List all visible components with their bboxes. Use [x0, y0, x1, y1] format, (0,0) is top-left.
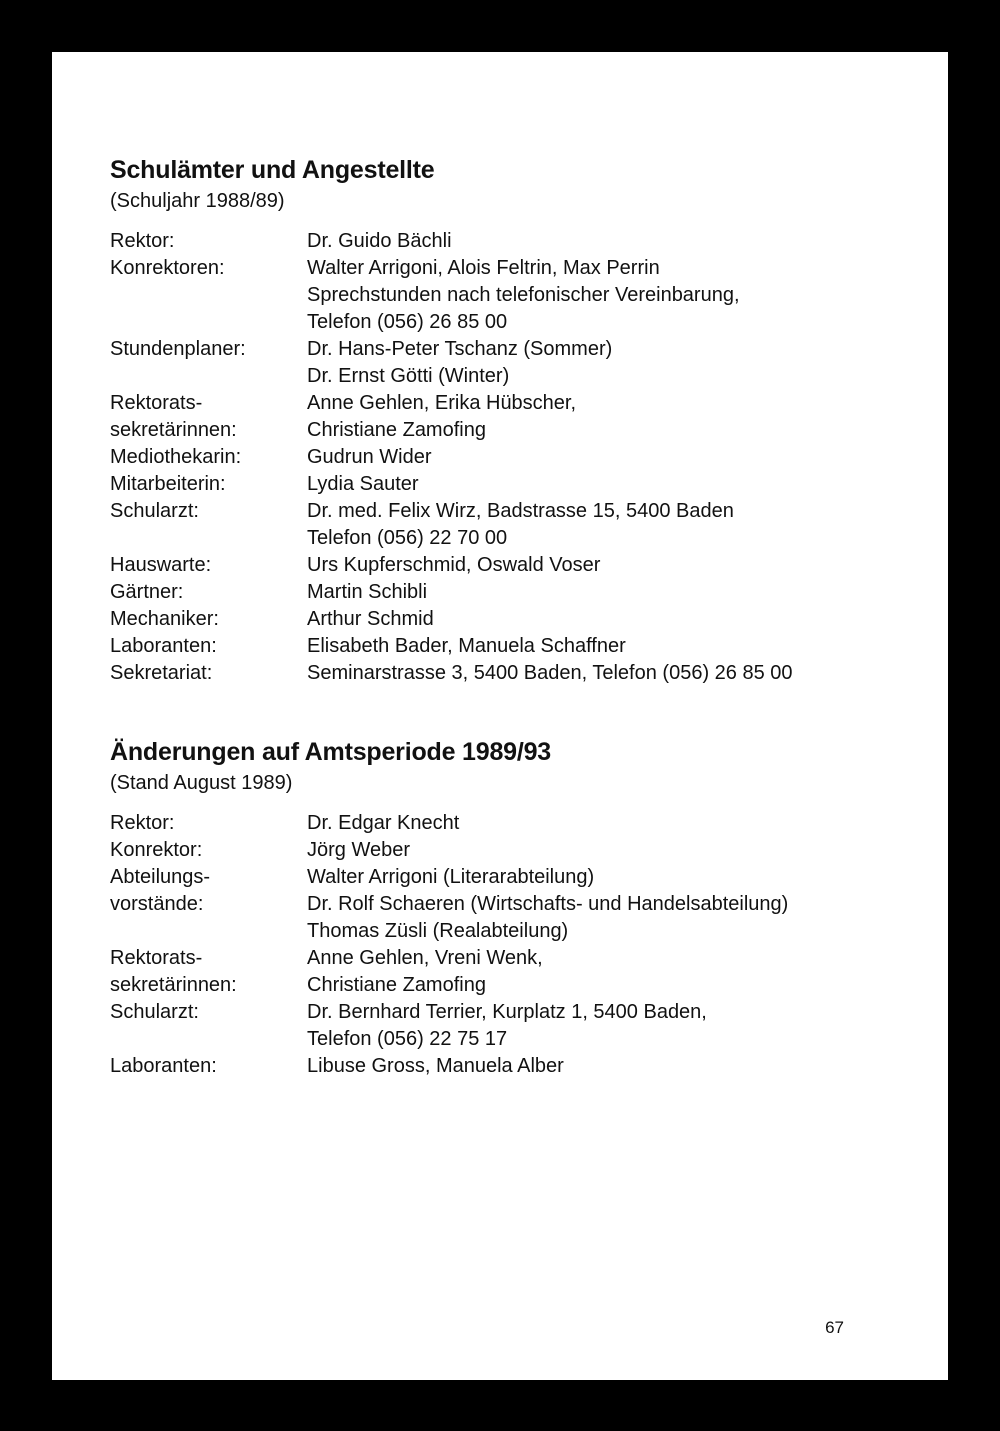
- row-value: Dr. Ernst Götti (Winter): [307, 365, 510, 387]
- row-value: Christiane Zamofing: [307, 419, 486, 441]
- row-label: [110, 525, 307, 552]
- list-item: [110, 999, 788, 1026]
- row-label: Konrektor:: [110, 839, 203, 861]
- row-label: Hauswarte:: [110, 554, 212, 576]
- row-value: Walter Arrigoni (Literarabteilung): [307, 866, 595, 888]
- page-number: 67: [825, 1318, 844, 1337]
- row-value: Telefon (056) 22 75 17: [307, 1028, 508, 1050]
- list-item: [110, 918, 788, 945]
- section-changes: [110, 736, 788, 1080]
- list-item: [110, 579, 793, 606]
- row-label: Mediothekarin:: [110, 446, 242, 468]
- row-label: sekretärinnen:: [110, 974, 237, 996]
- row-value: Urs Kupferschmid, Oswald Voser: [307, 554, 601, 576]
- list-item: [110, 390, 793, 417]
- row-value: Arthur Schmid: [307, 608, 434, 630]
- row-label: sekretärinnen:: [110, 419, 237, 441]
- list-item: [110, 606, 793, 633]
- row-label: Laboranten:: [110, 635, 217, 657]
- section-title: Änderungen auf Amtsperiode 1989/93: [110, 738, 552, 766]
- list-item: [110, 336, 793, 363]
- row-label: [110, 309, 307, 336]
- row-label: Laboranten:: [110, 1055, 217, 1077]
- section-subtitle: (Stand August 1989): [110, 772, 293, 794]
- row-label: Rektor:: [110, 812, 175, 834]
- list-item: [110, 945, 788, 972]
- staff-list: [110, 228, 793, 687]
- list-item: [110, 363, 793, 390]
- row-value: Libuse Gross, Manuela Alber: [307, 1055, 564, 1077]
- row-label: Stundenplaner:: [110, 338, 246, 360]
- list-item: [110, 525, 793, 552]
- list-item: [110, 1053, 788, 1080]
- list-item: [110, 1026, 788, 1053]
- row-value: Anne Gehlen, Vreni Wenk,: [307, 947, 543, 969]
- row-value: Christiane Zamofing: [307, 974, 486, 996]
- row-value: Gudrun Wider: [307, 446, 432, 468]
- row-label: [110, 1026, 307, 1053]
- row-value: Telefon (056) 26 85 00: [307, 311, 508, 333]
- row-value: Walter Arrigoni, Alois Feltrin, Max Perrin: [307, 257, 660, 279]
- row-value: Anne Gehlen, Erika Hübscher,: [307, 392, 577, 414]
- row-value: Seminarstrasse 3, 5400 Baden, Telefon (056) 26 85 00: [307, 662, 793, 684]
- row-label: Gärtner:: [110, 581, 184, 603]
- list-item: [110, 837, 788, 864]
- row-value: Martin Schibli: [307, 581, 428, 603]
- row-value: Sprechstunden nach telefonischer Vereinbarung,: [307, 284, 740, 306]
- row-value: Jörg Weber: [307, 839, 411, 861]
- staff-list: [110, 810, 788, 1080]
- row-label: [110, 282, 307, 309]
- row-label: Schularzt:: [110, 500, 199, 522]
- list-item: [110, 864, 788, 891]
- section-title: Schulämter und Angestellte: [110, 156, 435, 184]
- row-label: Mechaniker:: [110, 608, 219, 630]
- row-value: Dr. med. Felix Wirz, Badstrasse 15, 5400 Baden: [307, 500, 734, 522]
- row-value: Dr. Guido Bächli: [307, 230, 452, 252]
- list-item: [110, 417, 793, 444]
- list-item: [110, 309, 793, 336]
- row-label: Rektorats-: [110, 947, 203, 969]
- row-label: Schularzt:: [110, 1001, 199, 1023]
- list-item: [110, 444, 793, 471]
- row-label: Mitarbeiterin:: [110, 473, 226, 495]
- row-value: Lydia Sauter: [307, 473, 419, 495]
- row-label: Abteilungs-: [110, 866, 211, 888]
- list-item: [110, 282, 793, 309]
- list-item: [110, 255, 793, 282]
- list-item: [110, 972, 788, 999]
- row-value: Dr. Rolf Schaeren (Wirtschafts- und Handelsabteilung): [307, 893, 789, 915]
- row-label: [110, 918, 307, 945]
- list-item: [110, 891, 788, 918]
- row-value: Telefon (056) 22 70 00: [307, 527, 508, 549]
- row-label: vorstände:: [110, 893, 204, 915]
- list-item: [110, 633, 793, 660]
- row-value: Dr. Bernhard Terrier, Kurplatz 1, 5400 Baden,: [307, 1001, 707, 1023]
- row-value: Dr. Hans-Peter Tschanz (Sommer): [307, 338, 613, 360]
- row-label: [110, 363, 307, 390]
- section-school-offices: [110, 154, 793, 687]
- list-item: [110, 228, 793, 255]
- row-label: Rektorats-: [110, 392, 203, 414]
- row-value: Dr. Edgar Knecht: [307, 812, 460, 834]
- row-label: Sekretariat:: [110, 662, 213, 684]
- section-subtitle: (Schuljahr 1988/89): [110, 190, 285, 212]
- list-item: [110, 552, 793, 579]
- list-item: [110, 660, 793, 687]
- row-value: Elisabeth Bader, Manuela Schaffner: [307, 635, 626, 657]
- list-item: [110, 471, 793, 498]
- document-page: [52, 52, 948, 1380]
- row-label: Rektor:: [110, 230, 175, 252]
- list-item: [110, 498, 793, 525]
- row-label: Konrektoren:: [110, 257, 225, 279]
- list-item: [110, 810, 788, 837]
- row-value: Thomas Züsli (Realabteilung): [307, 920, 569, 942]
